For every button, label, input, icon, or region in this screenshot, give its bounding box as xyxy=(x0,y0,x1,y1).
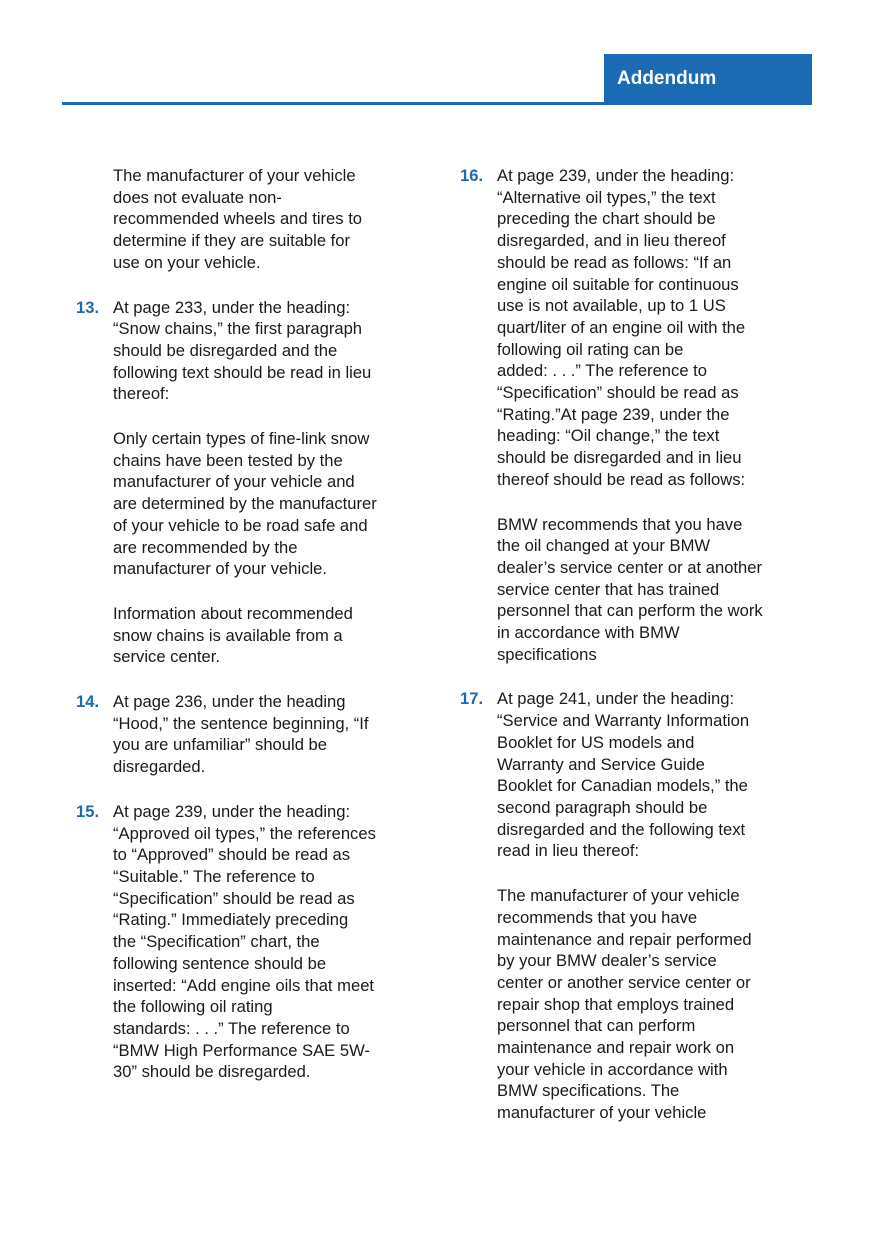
list-item-17 xyxy=(460,688,810,1123)
section-title: Addendum xyxy=(617,68,717,89)
section-header-tab xyxy=(604,54,812,104)
item-paragraph: BMW recommends that you have the oil changed at your BMW dealer’s service center or at another service center that has trained personnel that can perform the work in accordance with BMW specifications xyxy=(497,514,763,664)
item-paragraph: At page 241, under the heading: “Service and Warranty Information Booklet for US models and Warranty and Service Guide Booklet for Canadian models,” the second paragraph should be disregarded and the following text read in lieu thereof: xyxy=(497,689,750,861)
intro-item xyxy=(76,165,426,274)
item-paragraph: Only certain types of fine-link snow chains have been tested by the manufacturer of your vehicle and are determined by the manufacturer of your vehicle to be road safe and are recommended by the manufacturer of your vehicle. xyxy=(113,429,377,579)
list-item-16 xyxy=(460,165,810,665)
item-paragraph: At page 239, under the heading: “Alternative oil types,” the text preceding the chart should be disregarded, and in lieu thereof should be read as follows: “If an engine oil suitable for continuous use is not available, up to 1 US quart/liter of an engine oil with the following oil rating can be added: . . .” The reference to “Specification” should be read as “Rating.”At page 239, under the heading: “Oil change,” the text should be disregarded and in lieu thereof should be read as follows: xyxy=(497,166,746,489)
item-number: 16. xyxy=(460,166,484,185)
right-column xyxy=(460,165,810,1147)
list-item-14 xyxy=(76,691,426,778)
item-paragraph: Information about recommended snow chains is available from a service center. xyxy=(113,603,353,667)
intro-paragraph: The manufacturer of your vehicle does not evaluate non- recommended wheels and tires to determine if they are suitable for use on your vehicle. xyxy=(113,166,363,272)
item-number: 14. xyxy=(76,692,100,712)
item-paragraph: At page 236, under the heading “Hood,” the sentence beginning, “If you are unfamiliar” should be disregarded. xyxy=(113,692,369,777)
item-paragraph: The manufacturer of your vehicle recommends that you have maintenance and repair performed by your BMW dealer’s service center or another service center or repair shop that employs trained personnel that can perform maintenance and repair work on your vehicle in accordance with BMW specifications. The manufacturer of your vehicle xyxy=(497,886,752,1123)
list-item-15 xyxy=(76,801,426,1083)
item-number: 15. xyxy=(76,801,100,821)
item-number: 17. xyxy=(460,689,484,709)
item-number: 13. xyxy=(76,297,100,317)
list-item-13 xyxy=(76,297,426,669)
header-divider xyxy=(62,102,812,105)
left-column xyxy=(76,165,426,1106)
item-paragraph: At page 233, under the heading: “Snow chains,” the first paragraph should be disregarded and the following text should be read in lieu thereof: xyxy=(113,297,372,404)
item-paragraph: At page 239, under the heading: “Approved oil types,” the references to “Approved” should be read as “Suitable.” The reference to “Specification” should be read as “Rating.” Immediately preceding the “Specification” chart, the following sentence should be inserted: “Add engine oils that meet the following oil rating standards: . . .” The reference to “BMW High Performance SAE 5W- 30” should be disregarded. xyxy=(113,801,376,1082)
